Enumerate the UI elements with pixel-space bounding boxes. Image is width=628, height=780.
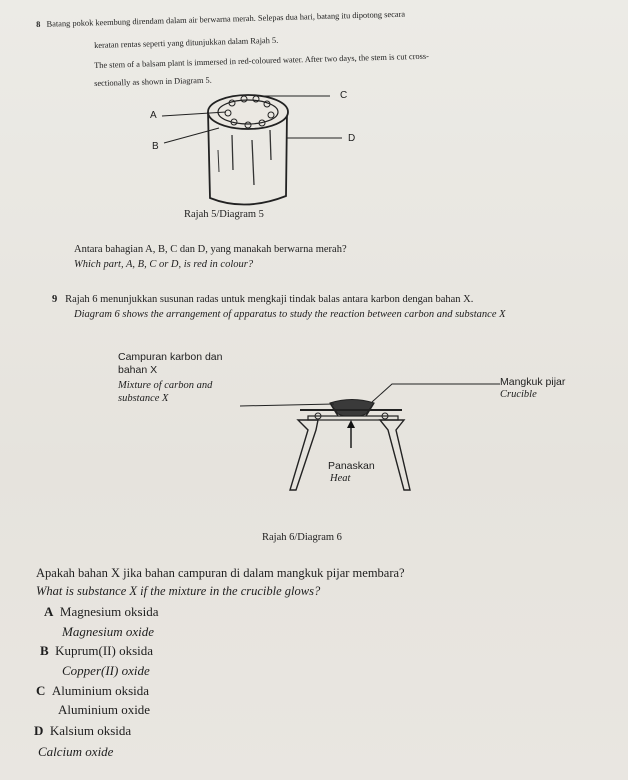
- option-d-en: Calcium oxide: [38, 744, 114, 759]
- q9-stem-ms: Rajah 6 menunjukkan susunan radas untuk mengkaji tindak balas antara karbon dengan bahan X.: [65, 294, 474, 305]
- option-b-letter: B: [40, 643, 49, 658]
- option-b[interactable]: [40, 643, 153, 659]
- option-c[interactable]: [36, 683, 149, 699]
- q9-line1: [52, 294, 473, 305]
- option-d[interactable]: [34, 723, 131, 739]
- option-c-ms: Aluminium oksida: [51, 683, 150, 698]
- option-a[interactable]: [44, 604, 158, 620]
- option-a-en: Magnesium oxide: [62, 624, 155, 639]
- option-c-letter: C: [36, 683, 46, 698]
- label-mixture-ms-1: Campuran karbon dan: [118, 351, 223, 363]
- label-b: B: [152, 141, 159, 152]
- label-mixture-ms-2: bahan X: [118, 364, 158, 376]
- label-mixture-en-1: Mixture of carbon and: [118, 380, 213, 391]
- q8-stem-ms-1: Batang pokok keembung direndam dalam air berwarna merah. Selepas dua hari, batang itu dipotong secara: [46, 9, 406, 29]
- diagram-6-caption: Rajah 6/Diagram 6: [262, 532, 342, 543]
- q8-question-en: Which part, A, B, C or D, is red in colour?: [74, 259, 254, 270]
- option-d-ms: Kalsium oksida: [49, 723, 132, 738]
- label-crucible-ms: Mangkuk pijar: [500, 376, 566, 388]
- option-b-ms: Kuprum(II) oksida: [55, 643, 154, 658]
- label-a: A: [150, 110, 157, 121]
- label-heat-en: Heat: [330, 473, 351, 484]
- label-crucible-en: Crucible: [500, 389, 537, 400]
- diagram-5-stem: [0, 0, 628, 220]
- q8-question-ms: Antara bahagian A, B, C dan D, yang manakah berwarna merah?: [74, 244, 347, 255]
- diagram-6-apparatus: [0, 340, 628, 540]
- label-d: D: [348, 133, 356, 144]
- option-d-letter: D: [34, 723, 44, 738]
- label-mixture-en-2: substance X: [118, 393, 169, 404]
- diagram-5-caption: Rajah 5/Diagram 5: [184, 209, 264, 220]
- q8-line2: keratan rentas seperti yang ditunjukkan dalam Rajah 5.: [94, 35, 279, 50]
- q9-number: 9: [52, 294, 58, 305]
- q9-question-ms: Apakah bahan X jika bahan campuran di dalam mangkuk pijar membara?: [36, 566, 405, 580]
- q9-question-en: What is substance X if the mixture in the crucible glows?: [36, 584, 321, 598]
- option-a-letter: A: [44, 604, 54, 619]
- label-c: C: [340, 90, 348, 101]
- q8-line3: The stem of a balsam plant is immersed in red-coloured water. After two days, the stem is cut cross-: [94, 51, 430, 70]
- option-b-en: Copper(II) oxide: [62, 663, 150, 678]
- q8-line4: sectionally as shown in Diagram 5.: [94, 75, 212, 88]
- q8-number: 8: [36, 19, 41, 29]
- label-heat-ms: Panaskan: [328, 460, 375, 472]
- option-a-ms: Magnesium oksida: [59, 604, 159, 619]
- option-c-en: Aluminium oxide: [58, 702, 151, 717]
- q9-line2: Diagram 6 shows the arrangement of apparatus to study the reaction between carbon and substance X: [74, 309, 506, 320]
